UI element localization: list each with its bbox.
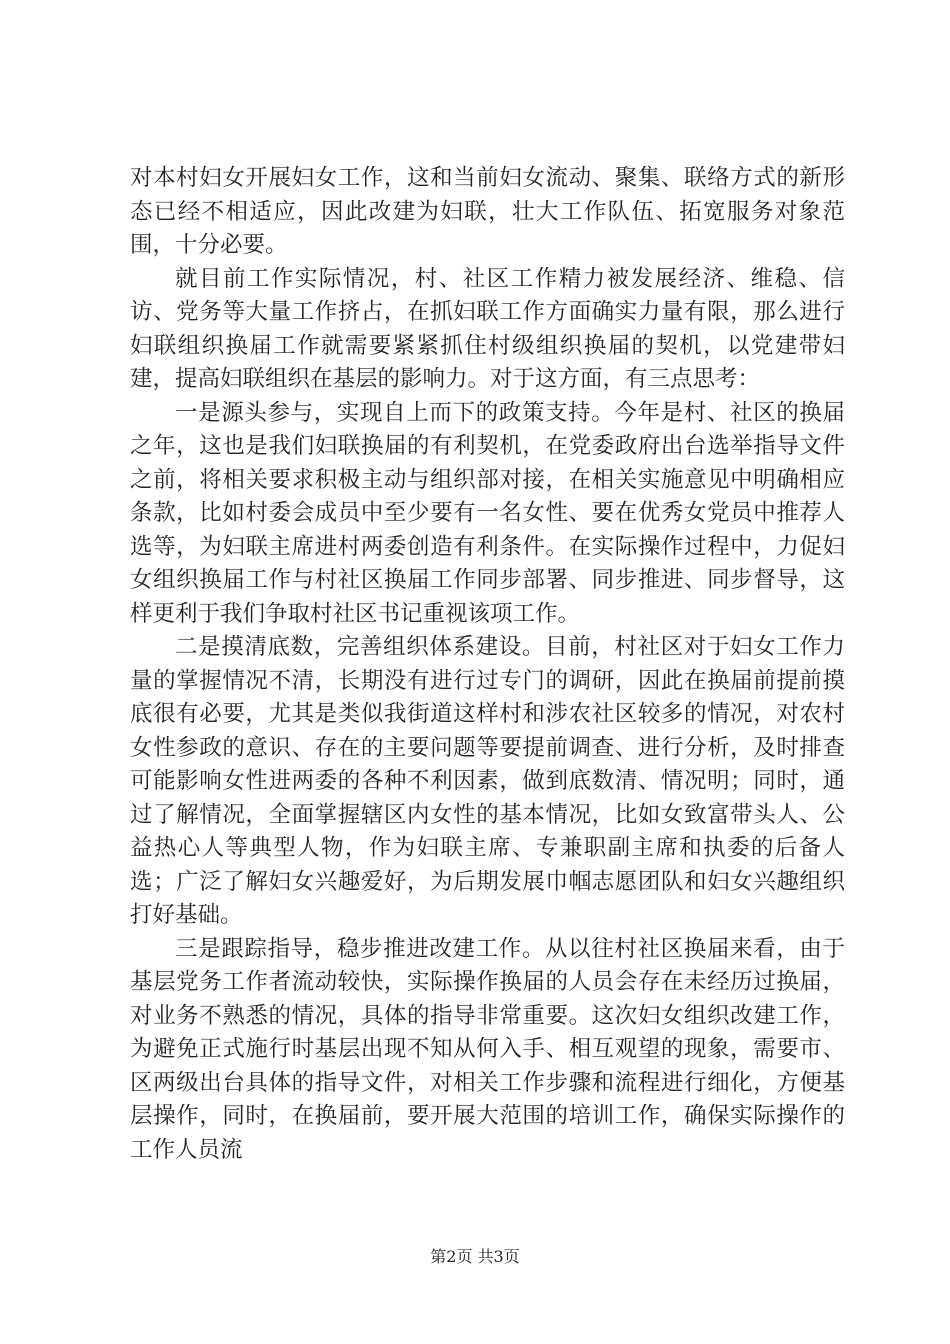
page-number-footer: 第2页 共3页 bbox=[430, 1247, 520, 1266]
paragraph-point-two: 二是摸清底数，完善组织体系建设。目前，村社区对于妇女工作力量的掌握情况不清，长期没有进行过专门的调研，因此在换届前提前摸底很有必要，尤其是类似我街道这样村和涉农社区较多的情况，对农村女性参政的意识、存在的主要问题等要提前调查、进行分析，及时排查可能影响女性进两委的各种不利因素，做到底数清、情况明；同时，通过了解情况，全面掌握辖区内女性的基本情况，比如女致富带头人、公益热心人等典型人物，作为妇联主席、专兼职副主席和执委的后备人选；广泛了解妇女兴趣爱好，为后期发展巾帼志愿团队和妇女兴趣组织打好基础。 bbox=[130, 634, 845, 928]
paragraph-intro: 就目前工作实际情况，村、社区工作精力被发展经济、维稳、信访、党务等大量工作挤占，在抓妇联工作方面确实力量有限，那么进行妇联组织换届工作就需要紧紧抓住村级组织换届的契机，以党建带妇建，提高妇联组织在基层的影响力。对于这方面，有三点思考： bbox=[130, 265, 845, 392]
paragraph-continuation: 对本村妇女开展妇女工作，这和当前妇女流动、聚集、联络方式的新形态已经不相适应，因此改建为妇联，壮大工作队伍、拓宽服务对象范围，十分必要。 bbox=[130, 165, 845, 258]
document-body bbox=[130, 162, 845, 1167]
paragraph-point-one: 一是源头参与，实现自上而下的政策支持。今年是村、社区的换届之年，这也是我们妇联换届的有利契机，在党委政府出台选举指导文件之前，将相关要求积极主动与组织部对接，在相关实施意见中明确相应条款，比如村委会成员中至少要有一名女性、要在优秀女党员中推荐人选等，为妇联主席进村两委创造有利条件。在实际操作过程中，力促妇女组织换届工作与村社区换届工作同步部署、同步推进、同步督导，这样更利于我们争取村社区书记重视该项工作。 bbox=[130, 399, 845, 627]
paragraph-point-three: 三是跟踪指导，稳步推进改建工作。从以往村社区换届来看，由于基层党务工作者流动较快，实际操作换届的人员会存在未经历过换届，对业务不熟悉的情况，具体的指导非常重要。这次妇女组织改建工作，为避免正式施行时基层出现不知从何入手、相互观望的现象，需要市、区两级出台具体的指导文件，对相关工作步骤和流程进行细化，方便基层操作，同时，在换届前，要开展大范围的培训工作，确保实际操作的工作人员流 bbox=[130, 935, 845, 1163]
